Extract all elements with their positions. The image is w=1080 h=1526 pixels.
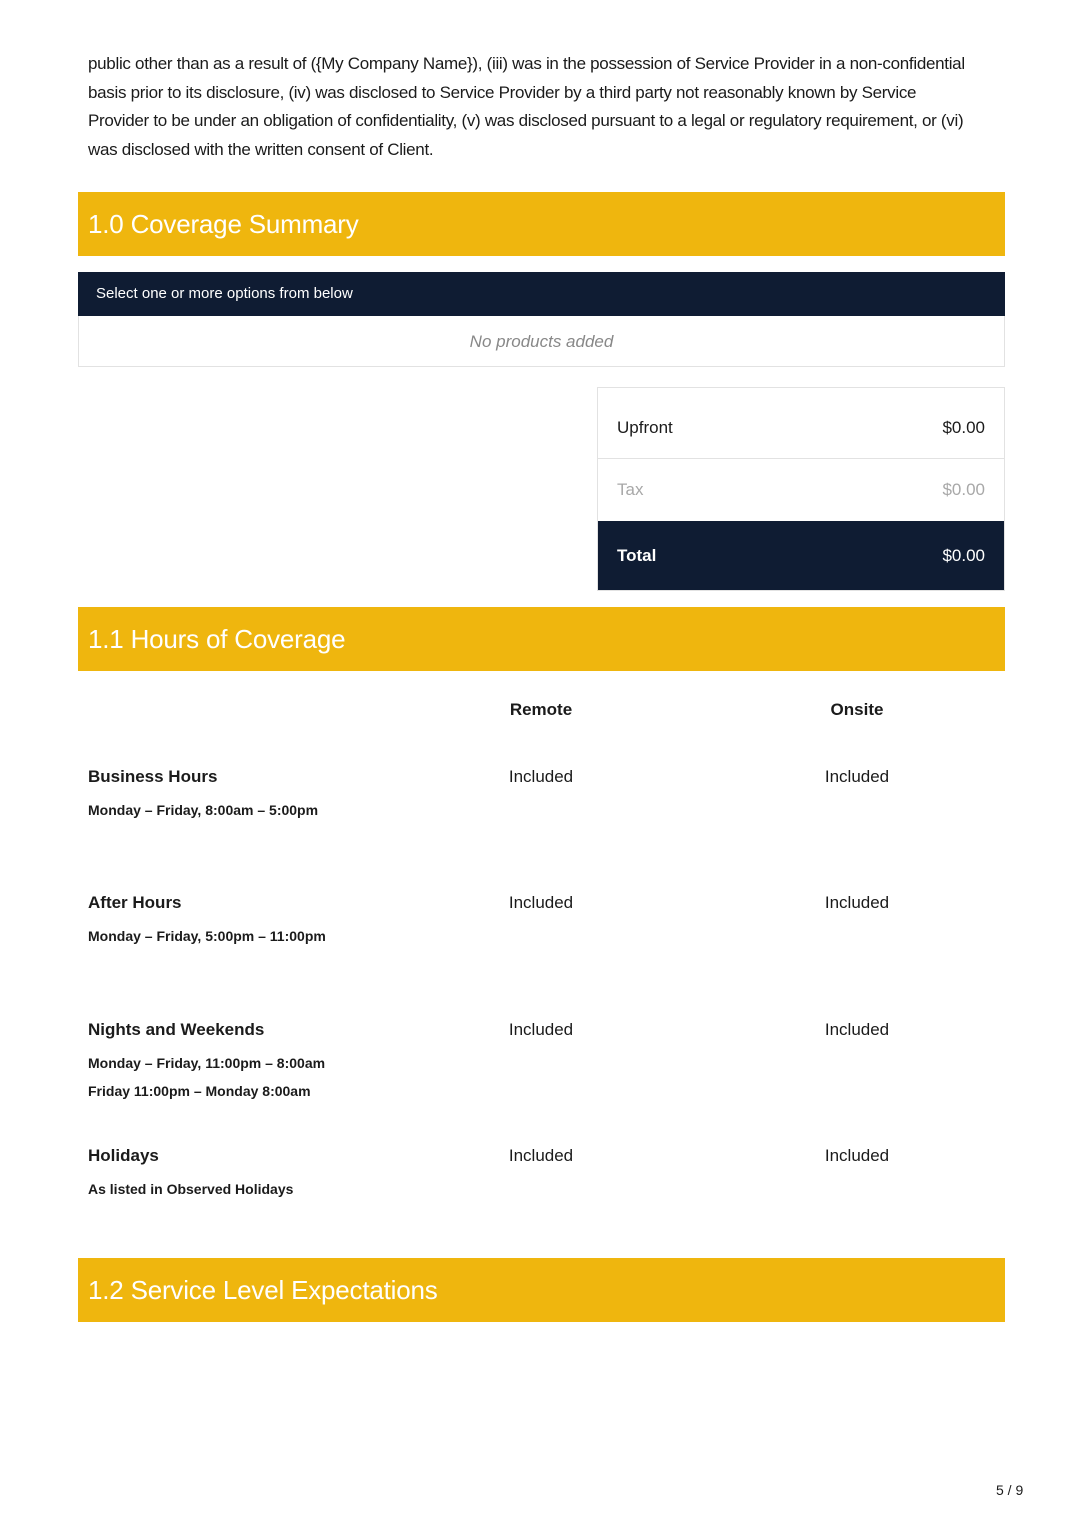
coverage-name: Holidays (88, 1146, 159, 1165)
remote-value: Included (508, 1146, 574, 1165)
section-header-coverage-summary: 1.0 Coverage Summary (78, 192, 1005, 256)
coverage-detail: Monday – Friday, 11:00pm – 8:00am (88, 1055, 326, 1071)
column-header-onsite: Onsite (830, 700, 884, 719)
coverage-detail: Monday – Friday, 5:00pm – 11:00pm (88, 928, 326, 944)
upfront-label: Upfront (617, 418, 673, 437)
coverage-row (88, 893, 1005, 950)
coverage-detail: As listed in Observed Holidays (88, 1181, 294, 1197)
coverage-detail: Friday 11:00pm – Monday 8:00am (88, 1083, 311, 1099)
coverage-detail: Monday – Friday, 8:00am – 5:00pm (88, 802, 319, 818)
onsite-value: Included (824, 1146, 890, 1165)
product-select-bar[interactable]: Select one or more options from below (78, 272, 1005, 316)
coverage-row (88, 1020, 1005, 1105)
coverage-row (88, 1146, 1005, 1203)
remote-value: Included (508, 767, 574, 786)
onsite-value: Included (824, 893, 890, 912)
coverage-row (88, 767, 1005, 824)
empty-products-message: No products added (78, 316, 1005, 367)
remote-value: Included (508, 893, 574, 912)
coverage-name: After Hours (88, 893, 182, 912)
coverage-name: Business Hours (88, 767, 218, 786)
totals-table (597, 387, 1005, 591)
total-row (598, 521, 1004, 590)
upfront-row (598, 388, 1004, 459)
coverage-name: Nights and Weekends (88, 1020, 265, 1039)
section-header-service-level: 1.2 Service Level Expectations (78, 1258, 1005, 1322)
remote-value: Included (508, 1020, 574, 1039)
total-label: Total (617, 546, 657, 565)
onsite-value: Included (824, 1020, 890, 1039)
page-number: 5 / 9 (996, 1482, 1024, 1498)
column-header-remote: Remote (509, 700, 573, 719)
total-value: $0.00 (942, 546, 985, 565)
section-header-hours-of-coverage: 1.1 Hours of Coverage (78, 607, 1005, 671)
intro-paragraph: public other than as a result of ({My Company Name}), (iii) was in the possession of Service Provider in a non-confidential basis prior to its disclosure, (iv) was disclosed to Service Provider by a third party not reasonably known by Service Provider to be under an obligation of confidentiality, (v) was disclosed pursuant to a legal or regulatory requirement, or (vi) was disclosed with the written consent of Client. (88, 54, 965, 159)
tax-label: Tax (617, 480, 644, 499)
upfront-value: $0.00 (942, 418, 985, 437)
tax-value: $0.00 (942, 480, 985, 499)
tax-row (598, 459, 1004, 521)
onsite-value: Included (824, 767, 890, 786)
